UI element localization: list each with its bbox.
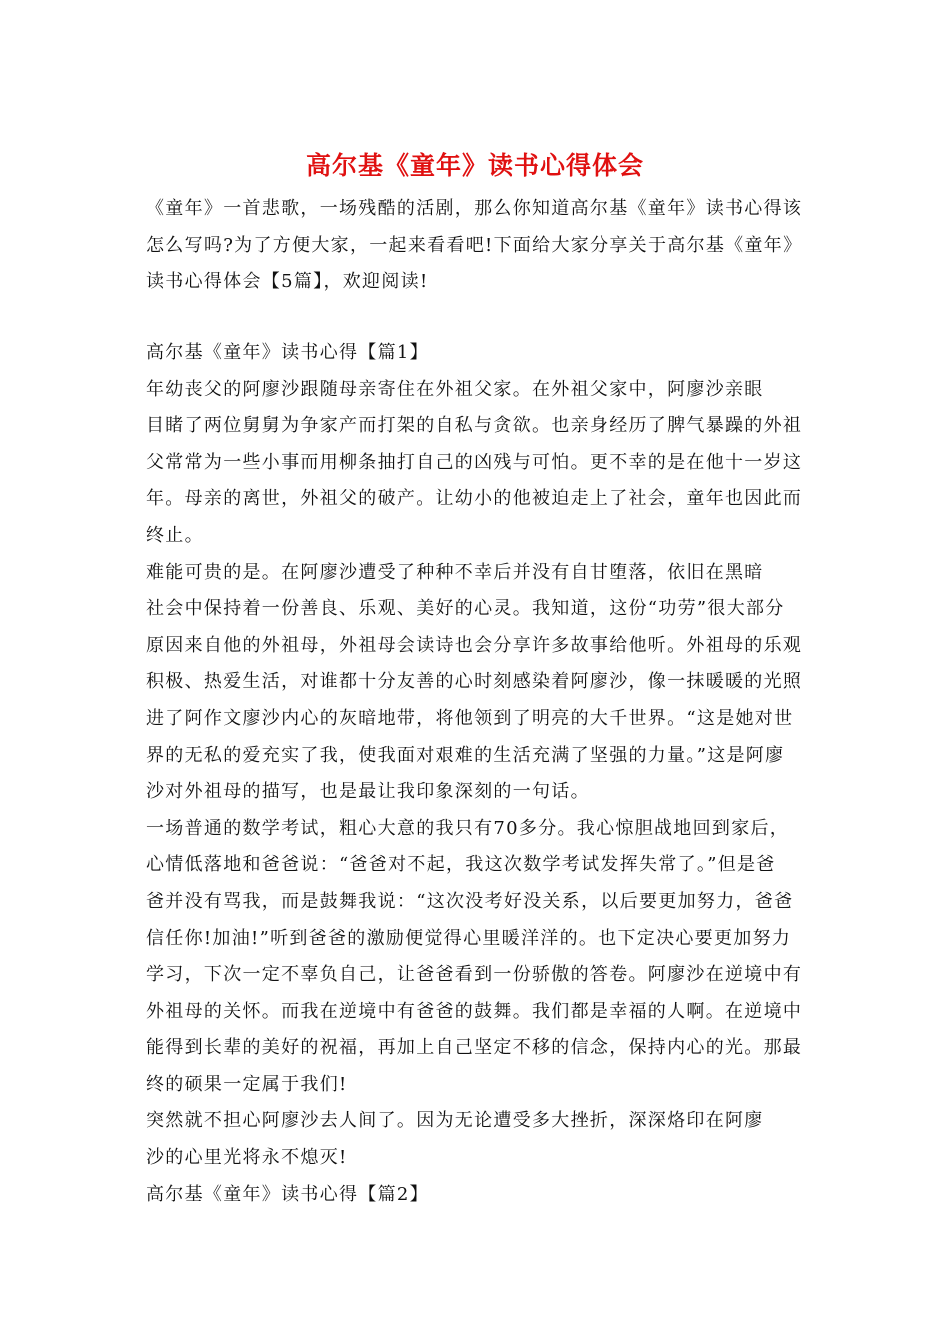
intro-line: 怎么写吗?为了方便大家，一起来看看吧!下面给大家分享关于高尔基《童年》 — [146, 234, 803, 256]
body-line: 突然就不担心阿廖沙去人间了。因为无论遭受多大挫折，深深烙印在阿廖 — [146, 1110, 764, 1132]
body-line: 目睹了两位舅舅为争家产而打架的自私与贪欲。也亲身经历了脾气暴躁的外祖 — [146, 415, 803, 437]
body-line: 年。母亲的离世，外祖父的破产。让幼小的他被迫走上了社会，童年也因此而 — [146, 488, 803, 510]
body-line: 一场普通的数学考试，粗心大意的我只有70多分。我心惊胆战地回到家后， — [146, 817, 790, 839]
body-line: 信任你!加油!”听到爸爸的激励便觉得心里暖洋洋的。也下定决心要更加努力 — [146, 927, 792, 949]
intro-line: 《童年》一首悲歌，一场残酷的活剧，那么你知道高尔基《童年》读书心得该 — [146, 198, 803, 219]
article-body — [146, 335, 811, 1213]
body-line: 沙的心里光将永不熄灭! — [146, 1147, 348, 1169]
intro-paragraph — [146, 191, 811, 301]
body-line: 能得到长辈的美好的祝福，再加上自己坚定不移的信念，保持内心的光。那最 — [146, 1037, 803, 1059]
page-title: 高尔基《童年》读书心得体会 — [305, 151, 644, 180]
body-line: 年幼丧父的阿廖沙跟随母亲寄住在外祖父家。在外祖父家中，阿廖沙亲眼 — [146, 378, 764, 400]
body-line: 原因来自他的外祖母，外祖母会读诗也会分享许多故事给他听。外祖母的乐观 — [146, 634, 803, 656]
body-line: 积极、热爱生活，对谁都十分友善的心时刻感染着阿廖沙，像一抹暖暖的光照 — [146, 671, 803, 693]
body-line: 外祖母的关怀。而我在逆境中有爸爸的鼓舞。我们都是幸福的人啊。在逆境中 — [146, 1000, 803, 1022]
body-line: 学习，下次一定不辜负自己，让爸爸看到一份骄傲的答卷。阿廖沙在逆境中有 — [146, 964, 803, 986]
body-line: 父常常为一些小事而用柳条抽打自己的凶残与可怕。更不幸的是在他十一岁这 — [146, 451, 803, 473]
body-line: 爸并没有骂我，而是鼓舞我说：“这次没考好没关系，以后要更加努力，爸爸 — [146, 890, 794, 912]
intro-line: 读书心得体会【5篇】，欢迎阅读! — [146, 271, 429, 293]
body-line: 心情低落地和爸爸说：“爸爸对不起，我这次数学考试发挥失常了。”但是爸 — [146, 854, 776, 876]
body-line: 进了阿作文廖沙内心的灰暗地带，将他领到了明亮的大千世界。“这是她对世 — [146, 707, 794, 729]
body-line: 社会中保持着一份善良、乐观、美好的心灵。我知道，这份“功劳”很大部分 — [146, 598, 785, 620]
body-line: 沙对外祖母的描写，也是最让我印象深刻的一句话。 — [146, 781, 590, 803]
body-line: 终止。 — [146, 524, 204, 546]
body-line: 难能可贵的是。在阿廖沙遭受了种种不幸后并没有自甘堕落，依旧在黑暗 — [146, 561, 764, 583]
body-line: 高尔基《童年》读书心得【篇1】 — [146, 342, 429, 363]
body-line: 界的无私的爱充实了我，使我面对艰难的生活充满了坚强的力量。”这是阿廖 — [146, 744, 785, 766]
body-line: 高尔基《童年》读书心得【篇2】 — [146, 1183, 429, 1205]
body-line: 终的硕果一定属于我们! — [146, 1073, 348, 1095]
